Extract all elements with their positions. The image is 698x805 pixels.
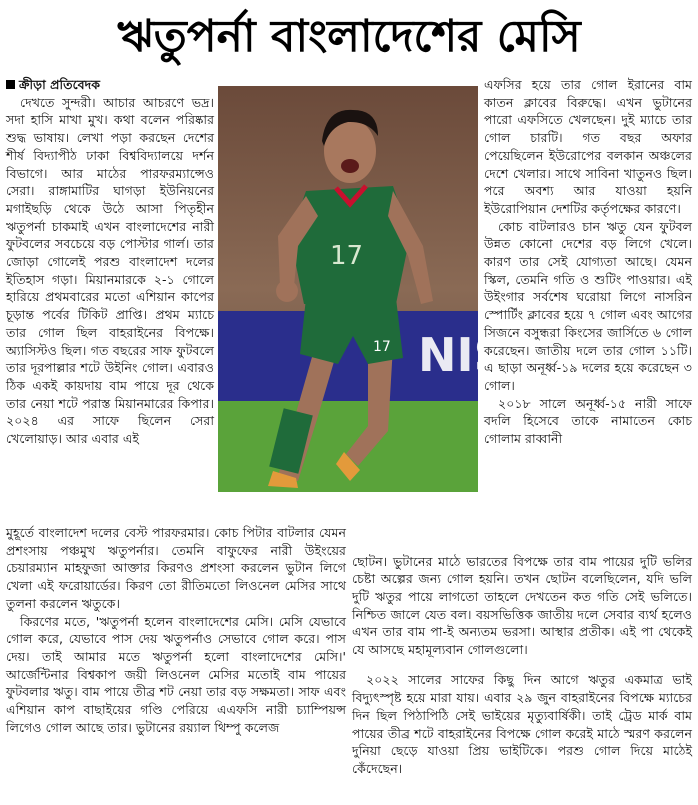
byline — [6, 76, 214, 94]
column-3 — [484, 76, 692, 448]
paragraph: কিরণের মতে, 'ঋতুপর্না হলেন বাংলাদেশের মেসি। মেসি যেভাবে গোল করে, যেভাবে পাস দেয় ঋতুপর্নাও সেভাবে গোল করে। পাস দেয়। তাই আমার মতে ঋতুপর্না হলো বাংলাদেশের মেসি।' আর্জেন্টিনার বিশ্বকাপ জয়ী লিওনেল মেসির মতোই বাম পায়ের ফুটবলার ঋতু। বাম পায়ে তীব্র শট নেয়া তার বড় সক্ষমতা। সাফ এবং এশিয়ান কাপ বাছাইয়ের গণ্ডি পেরিয়ে এএফসি নারী চ্যাম্পিয়ন্স লিগেও গোল আছে তার। ভুটানের রয়্যাল থিম্পু কলেজ — [6, 613, 346, 735]
column-1 — [6, 76, 214, 448]
paragraph: ছোটন। ভুটানের মাঠে ভারতের বিপক্ষে তার বাম পায়ের দুটি ভলির চেষ্টা অল্পের জন্য গোল হয়নি। তখন ছোটন বলেছিলেন, যদি ভলি দুটি ঋতুর পায়ে লাগতো তাহলে দেখতেন কত গতি সেই ভলিতে। নিশ্চিত জালে যেত বল। বয়সভিত্তিক জাতীয় দলে সেবার ব্যর্থ হলেও এখন তার বাম পা-ই অন্যতম ভরসা। আস্থার প্রতীক। এই পা থেকেই যে আসছে মহামূল্যবান গোলগুলো। — [352, 553, 692, 658]
paragraph: ২০২২ সালের সাফের কিছু দিন আগে ঋতুর একমাত্র ভাই বিদ্যুৎস্পৃষ্ট হয়ে মারা যায়। এবার ২৯ জুন বাহরাইনের বিপক্ষে ম্যাচের দিন ছিল পিঠাপিঠি সেই ভাইয়ের মৃত্যুবার্ষিকী। তাই ট্রেড মার্ক বাম পায়ের তীব্র শটে বাহরাইনের বিপক্ষে গোল করেই মাঠে স্মরণ করলেন দুনিয়া ছেড়ে যাওয়া প্রিয় ভাইটিকে। পরশু গোল দিয়ে মাঠেই কেঁদেছেন। — [352, 672, 692, 776]
mouth — [341, 159, 359, 173]
shorts-number: 17 — [373, 339, 391, 355]
paragraph: কোচ বাটলারও চান ঋতু যেন ফুটবল উন্নত কোনো দেশের বড় লিগে খেলে। কারণ তার সেই যোগ্যতা আছে। যেমন স্কিল, তেমনি গতি ও শুটিং পাওয়ার। এই উইংগার সর্বশেষ ঘরোয়া লিগে নাসরিন স্পোর্টিং ক্লাবের হয়ে ৭ গোল এবং আগের সিজনে বসুন্ধরা কিংসের জার্সিতে ৬ গোল করেছেন। জাতীয় দলে তার গোল ১১টি। এ ছাড়া অনূর্ধ্ব-১৯ দলের হয়ে করেছেন ৩ গোল। — [484, 218, 692, 393]
paragraph: মুহূর্তে বাংলাদেশ দলের বেস্ট পারফরমার। কোচ পিটার বাটলার যেমন প্রশংসায় পঞ্চমুখ ঋতুপর্নার। তেমনি বাফুফের নারী উইংয়ের চেয়ারম্যান মাহফুজা আক্তার কিরণও প্রশংসা করলেন ভুটান লিগে খেলা এই ফরোয়ার্ডের। কিরণ তো রীতিমতো লিওনেল মেসির সাথে তুলনা করলেন ঋতুকে। — [6, 525, 346, 611]
headline: ঋতুপর্না বাংলাদেশের মেসি — [117, 11, 581, 62]
bullet-icon — [6, 80, 15, 89]
column-1-lower — [6, 524, 346, 736]
paragraph: এফসির হয়ে তার গোল ইরানের বাম কাতন ক্লাবের বিরুদ্ধে। এখন ভুটানের পারো এফসিতে খেলছেন। দুই ম্যাচে তার গোল চারটি। গত বছর অফার পেয়েছিলেন ইউরোপের বলকান অঞ্চলের দেশে খেলার। সাথে সাবিনা খাতুনও ছিল। পরে অবশ্য আর যাওয়া হয়নি ইউরোপিয়ান দেশটির কর্তৃপক্ষের কারণে। — [484, 77, 692, 216]
player-photo — [218, 86, 538, 492]
paragraph: দেখতে সুন্দরী। আচার আচরণে ভদ্র। সদা হাসি মাখা মুখ। কথা বলেন পরিষ্কার শুদ্ধ ভাষায়। লেখা পড়া করছেন দেশের শীর্ষ বিদ্যাপীঠ ঢাকা বিশ্ববিদ্যালয়ে দর্শন বিভাগে। আর মাঠের পারফরম্যান্সেও সেরা। রাঙ্গামাটির ঘাগড়া ইউনিয়নের মগাইছড়ি থেকে উঠে আসা পিতৃহীন ঋতুপর্না চাকমাই এখন বাংলাদেশের নারী ফুটবলের সবচেয়ে বড় পোস্টার গার্ল। তার জোড়া গোলেই পরশু বাংলাদেশ দলের ইতিহাস গড়া। মিয়ানমারকে ২-১ গোলে হারিয়ে প্রথমবারের মতো এশিয়ান কাপের চূড়ান্ত পর্বের টিকিট প্রাপ্তি। প্রথম ম্যাচে তার গোল ছিল বাহরাইনের বিপক্ষে। অ্যাসিস্টও ছিল। গত বছরের সাফ ফুটবলে তার দূরপাল্লার শটে উইনিং গোল। এবারও ঠিক একই কায়দায় বাম পায়ে দূর থেকে তার নেয়া শটে পরাস্ত মিয়ানমারের কিপার। ২০২৪ এর সাফে ছিলেন সেরা খেলোয়াড়। আর এবার এই — [6, 94, 214, 447]
column-2-lower — [352, 540, 692, 790]
byline-text: ক্রীড়া প্রতিবেদক — [19, 77, 101, 92]
banner-text: NISS — [418, 328, 538, 382]
left-fist — [276, 280, 298, 302]
jersey-number: 17 — [330, 241, 364, 271]
player-illustration — [218, 86, 538, 492]
paragraph: ২০১৮ সালে অনূর্ধ্ব-১৫ নারী সাফে বদলি হিসেবে তাকে নামাতেন কোচ গোলাম রাব্বানী — [484, 395, 692, 447]
